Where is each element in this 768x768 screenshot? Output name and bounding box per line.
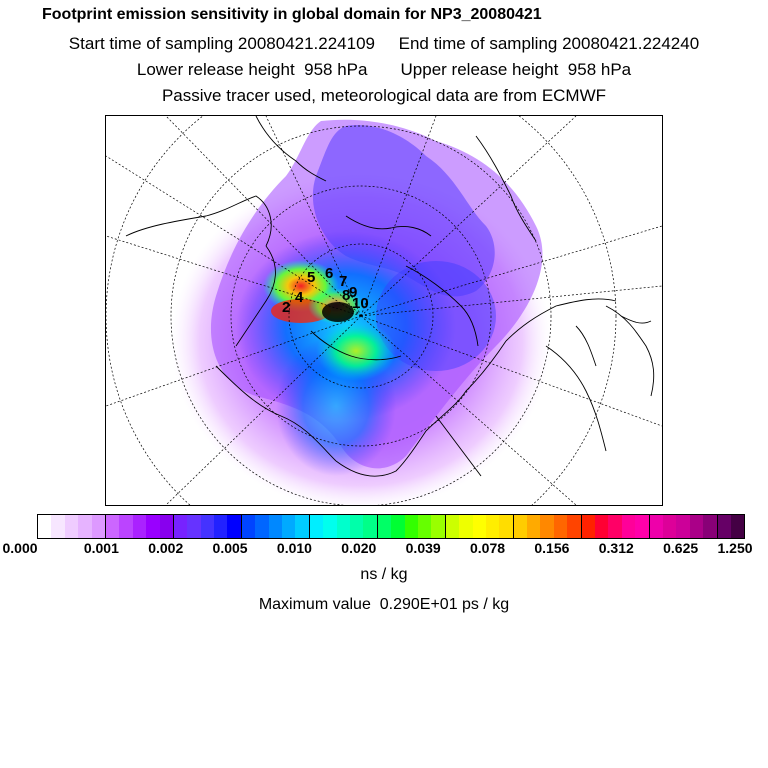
colorbar-swatch (242, 515, 255, 538)
colorbar-swatch (554, 515, 567, 538)
receptor-label: 9 (349, 284, 358, 301)
colorbar-swatch (323, 515, 336, 538)
colorbar-swatch (133, 515, 146, 538)
colorbar-tick-label: 0.005 (212, 540, 248, 556)
colorbar-swatch (731, 515, 744, 538)
maximum-value-label: Maximum value 0.290E+01 ps / kg (258, 596, 510, 613)
colorbar-tick-label: 0.156 (534, 540, 570, 556)
colorbar-swatch (703, 515, 717, 538)
colorbar-swatch (78, 515, 91, 538)
colorbar-swatch (282, 515, 295, 538)
colorbar-swatch (350, 515, 363, 538)
colorbar-swatch (540, 515, 553, 538)
plot-title: Footprint emission sensitivity in global domain for NP3_20080421 (42, 6, 542, 23)
colorbar-tick-label: 0.312 (598, 540, 634, 556)
footprint-map (105, 115, 663, 506)
colorbar-swatch (187, 515, 200, 538)
colorbar-swatch (378, 515, 391, 538)
colorbar-swatch (635, 515, 649, 538)
colorbar-swatch (595, 515, 608, 538)
colorbar-swatch (269, 515, 282, 538)
receptor-cluster (322, 302, 354, 322)
colorbar-tick-label: 0.020 (341, 540, 377, 556)
colorbar-swatch (473, 515, 486, 538)
sampling-time-line: Start time of sampling 20080421.224109 End time of sampling 20080421.224240 (68, 34, 700, 53)
colorbar-swatch (499, 515, 513, 538)
colorbar-swatch (214, 515, 227, 538)
colorbar-tick-label: 1.250 (717, 540, 753, 556)
colorbar-swatch (405, 515, 418, 538)
colorbar-swatch (201, 515, 214, 538)
colorbar-swatch (582, 515, 595, 538)
colorbar-swatch (119, 515, 132, 538)
colorbar-swatch (38, 515, 51, 538)
receptor-label: 4 (295, 289, 304, 306)
colorbar-tick-label: 0.625 (663, 540, 699, 556)
receptor-label: 5 (307, 269, 316, 286)
colorbar-swatch (622, 515, 635, 538)
colorbar-unit: ns / kg (360, 566, 408, 583)
colorbar-tick-label: 0.001 (83, 540, 119, 556)
colorbar-swatch (160, 515, 174, 538)
colorbar-swatch (51, 515, 64, 538)
colorbar-swatch (514, 515, 527, 538)
colorbar-tick-label: 0.039 (405, 540, 441, 556)
colorbar-tick-label: 0.078 (470, 540, 506, 556)
colorbar-swatch (663, 515, 676, 538)
colorbar-swatch (718, 515, 731, 538)
colorbar-swatch (690, 515, 703, 538)
receptor-label: 8 (342, 287, 351, 304)
colorbar-swatch (418, 515, 431, 538)
colorbar-tick-label: 0.002 (148, 540, 184, 556)
colorbar-swatch (310, 515, 323, 538)
receptor-label: 2 (282, 299, 291, 316)
colorbar-swatch (295, 515, 309, 538)
colorbar-swatch (227, 515, 241, 538)
colorbar-swatch (527, 515, 540, 538)
colorbar-swatch (676, 515, 689, 538)
colorbar-swatch (146, 515, 159, 538)
receptor-label: 7 (339, 273, 348, 290)
colorbar-swatch (608, 515, 621, 538)
colorbar-swatch (431, 515, 445, 538)
colorbar-swatch (65, 515, 78, 538)
colorbar-swatch (255, 515, 268, 538)
colorbar-tick-label: 0.000 (2, 540, 38, 556)
colorbar-tick-label: 0.010 (276, 540, 312, 556)
colorbar-swatch (446, 515, 459, 538)
receptor-label: 10 (352, 295, 369, 312)
receptor-label: 6 (325, 265, 334, 282)
colorbar-swatch (363, 515, 377, 538)
colorbar-swatch (567, 515, 581, 538)
map-canvas (106, 116, 662, 505)
colorbar-swatch (459, 515, 472, 538)
colorbar-swatch (391, 515, 404, 538)
colorbar-swatch (174, 515, 187, 538)
colorbar (37, 514, 745, 539)
colorbar-swatch (337, 515, 350, 538)
colorbar-swatch (486, 515, 499, 538)
emission-sensitivity-field (171, 120, 551, 505)
colorbar-swatch (106, 515, 119, 538)
colorbar-swatch (92, 515, 106, 538)
tracer-info-line: Passive tracer used, meteorological data are from ECMWF (161, 86, 607, 105)
release-height-line: Lower release height 958 hPa Upper release height 958 hPa (136, 60, 632, 79)
colorbar-swatch (650, 515, 663, 538)
